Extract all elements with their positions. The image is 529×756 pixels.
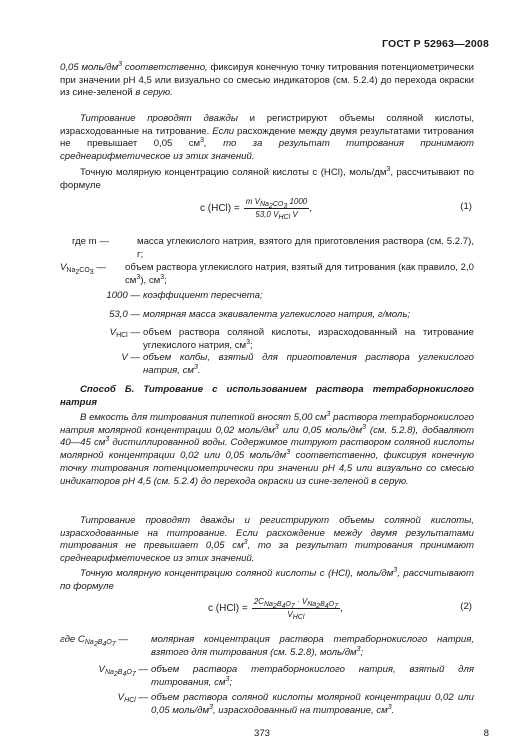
l1-1-desc-sup2: 3 (160, 273, 165, 281)
f1-num-sub: Na (259, 201, 269, 208)
l1-4-desc-end: ; (250, 339, 253, 351)
f2-s4: 4 (281, 603, 286, 610)
f2-dot: · V (294, 597, 308, 606)
f1-num-b: 1000 (287, 197, 308, 206)
p6-a: Точную молярную концентрацию соляной кислоты c (HCl), моль/дм (80, 568, 394, 579)
legend-1-item-1000 (60, 290, 474, 303)
f2-s3: B (276, 601, 282, 608)
p4-d-sup: 3 (105, 436, 110, 444)
p1-c: фиксируя конечную точку титрования потенциометрически при значении pH 4,5 или визуально со смесью индикаторов (см. 5.2.4) до перехода окраски из сине-зеленой (60, 62, 474, 99)
l2-1-s3: B (117, 669, 123, 676)
l2-2-desc-sup: 3 (209, 703, 213, 711)
legend-2-sym-vna2b4o7 (60, 664, 151, 689)
l1-1-desc-end: ; (164, 274, 167, 286)
l1-4-sub: HCl (116, 332, 128, 339)
p4-d: (см. 5.2.8), добавляют 40—45 см (60, 424, 475, 449)
legend-1-sym-m: где m — (72, 236, 109, 247)
paragraph-4 (60, 412, 474, 488)
formula-2-fraction (252, 597, 340, 619)
f1-num-a: m V (245, 197, 260, 206)
p4-e-sup: 3 (286, 449, 291, 457)
p4-e: дистиллированной воды. Содержимое титруют раствором соляной кислоты молярной концентрации 0,02 или 0,05 моль/дм (60, 437, 474, 462)
l2-0-pre: где C (60, 634, 85, 645)
legend-1-desc-1000: коэффициент пересчета; (143, 290, 263, 301)
formula-1-lhs: c (HCl) = (200, 202, 240, 214)
p4-c-sup: 3 (362, 423, 366, 431)
l2-2-sub: HCl (124, 697, 136, 704)
l1-1-sym-a: V (60, 262, 67, 273)
p3-tail: , рассчитывают по формуле (60, 167, 474, 191)
l2-2-desc-tail: , израсходованный на титрование, см (212, 704, 388, 716)
p1-a-sup: 3 (118, 61, 123, 68)
formula-2-lhs: c (HCl) = (208, 602, 248, 614)
legend-1-item-v (60, 352, 474, 377)
f2-s6: 7 (290, 603, 295, 610)
f2-den-a: V (287, 610, 293, 619)
page-number-center: 373 (254, 728, 271, 739)
paragraph-1 (60, 62, 474, 100)
legend-1-desc-v (143, 352, 474, 377)
l2-0-s5: O (106, 639, 112, 646)
formula-1 (200, 197, 312, 219)
legend-2-desc-c (151, 634, 474, 659)
l1-1-desc-tail: ), см (140, 274, 161, 286)
formula-1-fraction (244, 197, 313, 221)
p2-e: , то за результат титрования принимают среднеарифметическое из этих значений. (60, 138, 474, 163)
f2-s1: Na (263, 601, 273, 608)
p6-b: , рассчитывают по формуле (60, 568, 475, 592)
paragraph-6 (60, 568, 474, 593)
l2-1-s2: 2 (113, 671, 118, 678)
paragraph-5 (60, 515, 474, 566)
p1-b: соответственно, (122, 62, 208, 73)
l1-1-dash: — (93, 262, 106, 273)
p2-d-sup: 3 (200, 137, 205, 145)
legend-1-desc-vhcl (143, 327, 474, 352)
l2-0-dash: — (115, 634, 128, 645)
f2-den-sub: HCl (292, 614, 305, 621)
f1-num-sub4: 3 (283, 203, 288, 210)
formula-2-denominator (287, 609, 304, 619)
p4-b-sup: 3 (274, 423, 279, 431)
l1-1-desc-sup: 3 (136, 273, 141, 281)
l1-5-desc-end: . (197, 364, 201, 376)
f2-s2: 2 (272, 603, 277, 610)
formula-2-numerator (252, 597, 340, 609)
p4-f: соответственно, фиксируя конечную точку титрования потенциометрически при значении pH 4,5 или визуально со смесью индикаторов pH 4,5 (см. 5.2.4) до перехода окраски из сине-зеленой в серую. (60, 450, 475, 487)
formula-2 (208, 597, 343, 619)
l2-1-s6: 7 (131, 671, 136, 678)
l1-4-desc-sup: 3 (246, 338, 251, 346)
formula-1-comma: , (309, 202, 313, 214)
legend-2-desc-vhcl (151, 692, 474, 717)
l1-4-sym-a: V (109, 327, 117, 338)
l2-2-desc: объем раствора соляной кислоты молярной концентрации 0,02 или 0,05 моль/дм (151, 692, 474, 716)
legend-1-sym-vna2co3 (60, 262, 125, 287)
p3-sup: 3 (386, 166, 391, 173)
f2-s10: 4 (324, 603, 329, 610)
p4-a: В емкость для титрования пипеткой вносят 5,00 см (80, 412, 327, 423)
f1-num-sub2: 2 (268, 203, 273, 210)
l2-1-s5: O (126, 669, 132, 676)
l1-4-dash: — (127, 327, 140, 338)
l2-0-s3: B (97, 639, 103, 646)
p2-c: Если (212, 125, 235, 137)
p5-b: , то за результат титрования принимают среднеарифметическое из этих значений. (60, 540, 474, 565)
legend-1-item-vna2co3 (60, 262, 474, 287)
legend-1-sym-vhcl (60, 327, 143, 352)
p4-a-sup: 3 (326, 411, 331, 418)
l2-1-desc-end: ; (229, 676, 233, 688)
l2-2-desc-end: . (391, 704, 395, 716)
legend-1-desc-m: масса углекислого натрия, взятого для приготовления раствора (см. 5.2.7), г; (137, 236, 474, 260)
l2-2-dash: — (135, 692, 148, 703)
l2-0-s2: 2 (93, 641, 98, 648)
f1-den-sub: HCl (278, 214, 291, 221)
f2-s12: 7 (334, 603, 339, 610)
f1-num-sub3: CO (272, 201, 284, 208)
legend-1-sym-1000: 1000 — (106, 290, 140, 301)
legend-1-sym-v: V — (121, 352, 140, 363)
p4-b: раствора тетраборнокислого натрия молярной концентрации 0,02 моль/дм (60, 412, 474, 436)
p1-d: в серую. (135, 87, 173, 99)
l2-2-pre: V (117, 692, 125, 703)
p2-a: Титрование проводят дважды (80, 113, 238, 124)
l2-0-s6: 7 (111, 641, 116, 648)
f2-s8: 2 (316, 603, 321, 610)
formula-2-number: (2) (460, 601, 472, 612)
l1-1-sub3: CO (79, 267, 90, 274)
l2-0-s4: 4 (102, 641, 107, 648)
l1-4-desc: объем раствора соляной кислоты, израсходованный на титрование углекислого натрия, см (143, 327, 474, 351)
f2-num-a: 2C (253, 597, 264, 606)
standard-header: ГОСТ Р 52963—2008 (381, 38, 489, 50)
paragraph-3 (60, 167, 474, 192)
l2-1-dash: — (135, 664, 148, 675)
l1-5-desc: объем колбы, взятый для приготовления раствора углекислого натрия, см (143, 352, 474, 376)
f1-den-b: V (290, 210, 298, 219)
formula-1-denominator (255, 209, 297, 219)
l2-1-desc-sup: 3 (225, 675, 230, 683)
f1-den-a: 53,0 V (255, 210, 279, 219)
f2-s9: B (320, 601, 325, 608)
l2-0-desc-sup: 3 (356, 645, 361, 653)
l1-1-sub2: 2 (75, 269, 80, 276)
l1-1-sub4: 3 (89, 269, 94, 276)
formula-1-numerator (244, 197, 310, 209)
legend-1-sym-53: 53,0 — (109, 309, 140, 320)
p4-c: или 0,05 моль/дм (278, 424, 363, 436)
legend-1-item-m (60, 236, 474, 261)
p2-b: и регистрируют объемы соляной кислоты, израсходованные на титрование. (60, 113, 475, 137)
l2-2-desc-sup2: 3 (387, 703, 392, 711)
legend-2-item-c (60, 634, 474, 659)
f2-s7: Na (307, 601, 317, 608)
legend-2-desc-vna2b4o7 (151, 664, 474, 689)
l2-0-desc: молярная концентрация раствора тетраборнокислого натрия, взятого для титрования (см. 5.2.8), моль/дм (151, 634, 474, 658)
legend-2-item-vhcl (60, 692, 474, 717)
l2-1-s4: 4 (122, 671, 127, 678)
l2-1-desc: объем раствора тетраборнокислого натрия, взятый для титрования, см (151, 664, 474, 688)
l2-0-desc-end: ; (360, 646, 364, 658)
legend-1-desc-53: молярная масса эквивалента углекислого натрия, г/моль; (143, 309, 411, 320)
l1-5-desc-sup: 3 (194, 363, 198, 371)
p3-text: Точную молярную концентрацию соляной кислоты c (HCl), моль/дм (80, 167, 387, 178)
legend-2-sym-c (60, 634, 151, 659)
legend-1-item-vhcl (60, 327, 474, 352)
formula-2-comma: , (340, 602, 343, 614)
page-number-right: 8 (483, 728, 489, 739)
p1-a: 0,05 моль/дм (60, 62, 119, 73)
l2-0-s1: Na (84, 639, 94, 646)
formula-1-number: (1) (460, 201, 472, 212)
l2-1-pre: V (98, 664, 105, 675)
p5-a-sup: 3 (243, 539, 248, 547)
section-title: Способ Б. Титрование с использованием раствора тетраборнокислого натрия (60, 384, 474, 408)
legend-1-desc-vna2co3 (125, 262, 474, 287)
l1-1-desc: объем раствора углекислого натрия, взятый для титрования (как правило, 2,0 см (125, 262, 474, 286)
paragraph-2 (60, 113, 474, 164)
f2-s11: O (328, 601, 335, 608)
legend-1-item-53 (60, 309, 474, 322)
l1-1-sub: Na (66, 267, 76, 274)
l2-1-s1: Na (104, 669, 114, 676)
f2-s5: O (285, 601, 291, 608)
legend-2-sym-vhcl (60, 692, 151, 717)
legend-2-item-vna2b4o7 (60, 664, 474, 689)
p6-a-sup: 3 (393, 567, 398, 574)
p2-d: расхождение между двумя результатами титрования не превышает 0,05 см (60, 125, 474, 150)
p5-a: Титрование проводят дважды и регистрируют объемы соляной кислоты, израсходованные на титрование. Если расхождение между двумя результатами титрования не превышает 0,05 см (60, 515, 474, 552)
